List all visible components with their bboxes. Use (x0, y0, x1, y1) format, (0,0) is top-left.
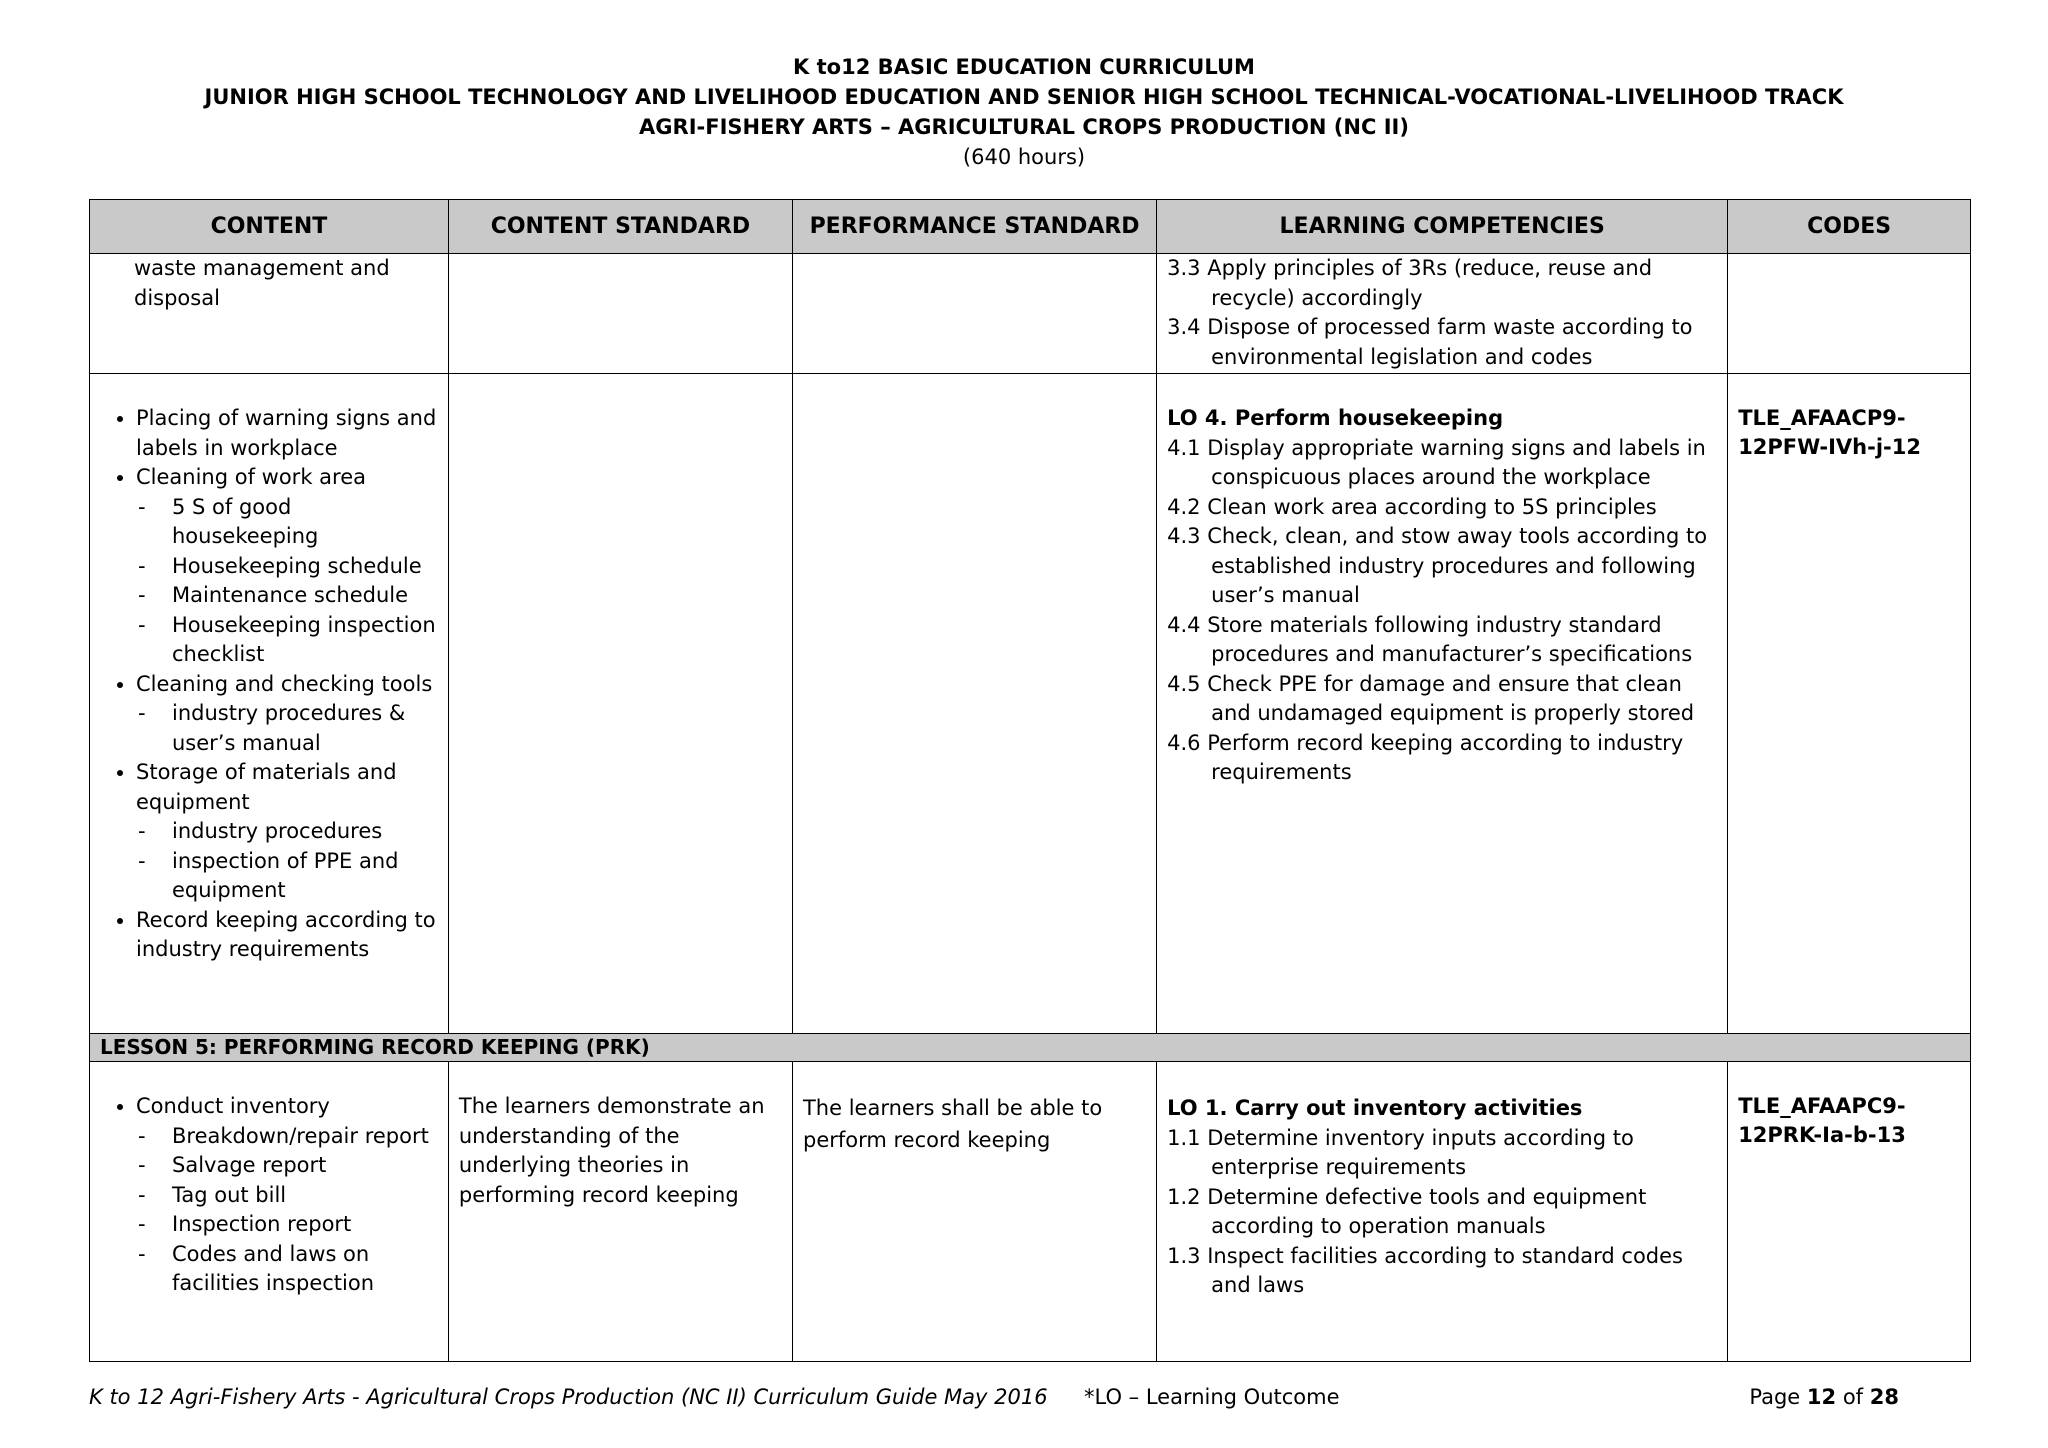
competency-item: 3.3 Apply principles of 3Rs (reduce, reuse and recycle) accordingly (1167, 256, 1653, 310)
content-subitem: - Salvage report (172, 1151, 438, 1181)
codes-cell (1728, 254, 1971, 374)
performance-standard-cell (792, 374, 1156, 1034)
lesson-header-row (90, 1034, 1971, 1062)
document-header (0, 52, 2048, 172)
content-standard-cell (448, 254, 792, 374)
content-standard-text: The learners demonstrate an understanding of the underlying theories in performing record keeping (458, 1094, 765, 1207)
content-item: • Storage of materials and equipment - industry procedures - inspection of PPE and equipment (136, 758, 438, 906)
competencies-cell (1157, 374, 1728, 1034)
competencies-cell (1157, 254, 1728, 374)
content-item: • Conduct inventory - Breakdown/repair report - Salvage report - Tag out bill - Inspection report - Codes and laws on facilities inspection (136, 1092, 438, 1299)
col-header-learning-competencies: LEARNING COMPETENCIES (1157, 200, 1728, 254)
header-title: K to12 BASIC EDUCATION CURRICULUM (793, 55, 1255, 79)
content-text: waste management and disposal (134, 256, 390, 310)
content-cell (90, 254, 449, 374)
content-subitem: - Housekeeping inspection checklist (172, 611, 438, 670)
content-subitem: - Housekeeping schedule (172, 552, 438, 582)
content-item: • Cleaning of work area - 5 S of good housekeeping - Housekeeping schedule - Maintenance schedule - Housekeeping inspection checklist (136, 463, 438, 670)
competency-item: 1.2 Determine defective tools and equipment according to operation manuals (1167, 1184, 1647, 1238)
code-text: TLE_AFAAPC9- 12PRK-Ia-b-13 (1738, 1094, 1906, 1147)
content-standard-cell (448, 374, 792, 1034)
content-subitem: - inspection of PPE and equipment (172, 847, 438, 906)
competency-item: 4.4 Store materials following industry standard procedures and manufacturer’s specifications (1167, 612, 1693, 666)
codes-cell (1728, 374, 1971, 1034)
col-header-content: CONTENT (90, 200, 449, 254)
content-item: • Placing of warning signs and labels in workplace (136, 404, 438, 463)
content-subitem: - industry procedures (172, 817, 438, 847)
performance-standard-cell (792, 1062, 1156, 1362)
performance-standard-cell (792, 254, 1156, 374)
content-subitem: - Tag out bill (172, 1181, 438, 1211)
content-subitem: - Maintenance schedule (172, 581, 438, 611)
table-row (90, 254, 1971, 374)
content-list (100, 404, 438, 965)
content-cell (90, 374, 449, 1034)
learning-outcome: LO 4. Perform housekeeping (1167, 406, 1504, 430)
code-text: TLE_AFAACP9- 12PFW-IVh-j-12 (1738, 406, 1921, 459)
content-subitem: - 5 S of good housekeeping (172, 493, 438, 552)
curriculum-table (89, 199, 1971, 1362)
performance-standard-text: The learners shall be able to perform record keeping (802, 1096, 1103, 1152)
lesson-title: LESSON 5: PERFORMING RECORD KEEPING (PRK) (90, 1034, 1971, 1062)
content-subitem: - Codes and laws on facilities inspection (172, 1240, 438, 1299)
header-program: AGRI-FISHERY ARTS – AGRICULTURAL CROPS PRODUCTION (NC II) (639, 115, 1409, 139)
competencies-cell (1157, 1062, 1728, 1362)
col-header-content-standard: CONTENT STANDARD (448, 200, 792, 254)
content-standard-cell (448, 1062, 792, 1362)
header-hours: (640 hours) (962, 145, 1086, 169)
content-item: • Record keeping according to industry requirements (136, 906, 438, 965)
content-list (100, 1092, 438, 1299)
table-row (90, 374, 1971, 1034)
competency-item: 4.1 Display appropriate warning signs and labels in conspicuous places around the workplace (1167, 435, 1706, 489)
competency-item: 4.5 Check PPE for damage and ensure that clean and undamaged equipment is properly stored (1167, 671, 1695, 725)
col-header-performance-standard: PERFORMANCE STANDARD (792, 200, 1156, 254)
competency-item: 4.3 Check, clean, and stow away tools according to established industry procedures and following user’s manual (1167, 524, 1708, 607)
competency-item: 4.2 Clean work area according to 5S principles (1167, 494, 1657, 519)
competency-item: 3.4 Dispose of processed farm waste according to environmental legislation and codes (1167, 315, 1693, 369)
competency-item: 1.1 Determine inventory inputs according to enterprise requirements (1167, 1125, 1634, 1179)
competency-item: 1.3 Inspect facilities according to standard codes and laws (1167, 1243, 1683, 1297)
footer-note: *LO – Learning Outcome (1084, 1385, 1340, 1409)
codes-cell (1728, 1062, 1971, 1362)
content-subitem: - industry procedures & user’s manual (172, 699, 438, 758)
table-header-row (90, 200, 1971, 254)
table-row (90, 1062, 1971, 1362)
competency-item: 4.6 Perform record keeping according to industry requirements (1167, 730, 1684, 784)
content-subitem: - Inspection report (172, 1210, 438, 1240)
content-item: • Cleaning and checking tools - industry procedures & user’s manual (136, 670, 438, 759)
footer-guide-title: K to 12 Agri-Fishery Arts - Agricultural Crops Production (NC II) Curriculum Guide May 2016 (89, 1385, 1048, 1409)
col-header-codes: CODES (1728, 200, 1971, 254)
content-subitem: - Breakdown/repair report (172, 1122, 438, 1152)
page-number: Page 12 of 28 (1749, 1385, 1899, 1409)
learning-outcome: LO 1. Carry out inventory activities (1167, 1096, 1583, 1120)
content-cell (90, 1062, 449, 1362)
header-subtitle: JUNIOR HIGH SCHOOL TECHNOLOGY AND LIVELIHOOD EDUCATION AND SENIOR HIGH SCHOOL TECHNICAL-VOCATIONAL-LIVELIHOOD TRACK (204, 85, 1844, 109)
